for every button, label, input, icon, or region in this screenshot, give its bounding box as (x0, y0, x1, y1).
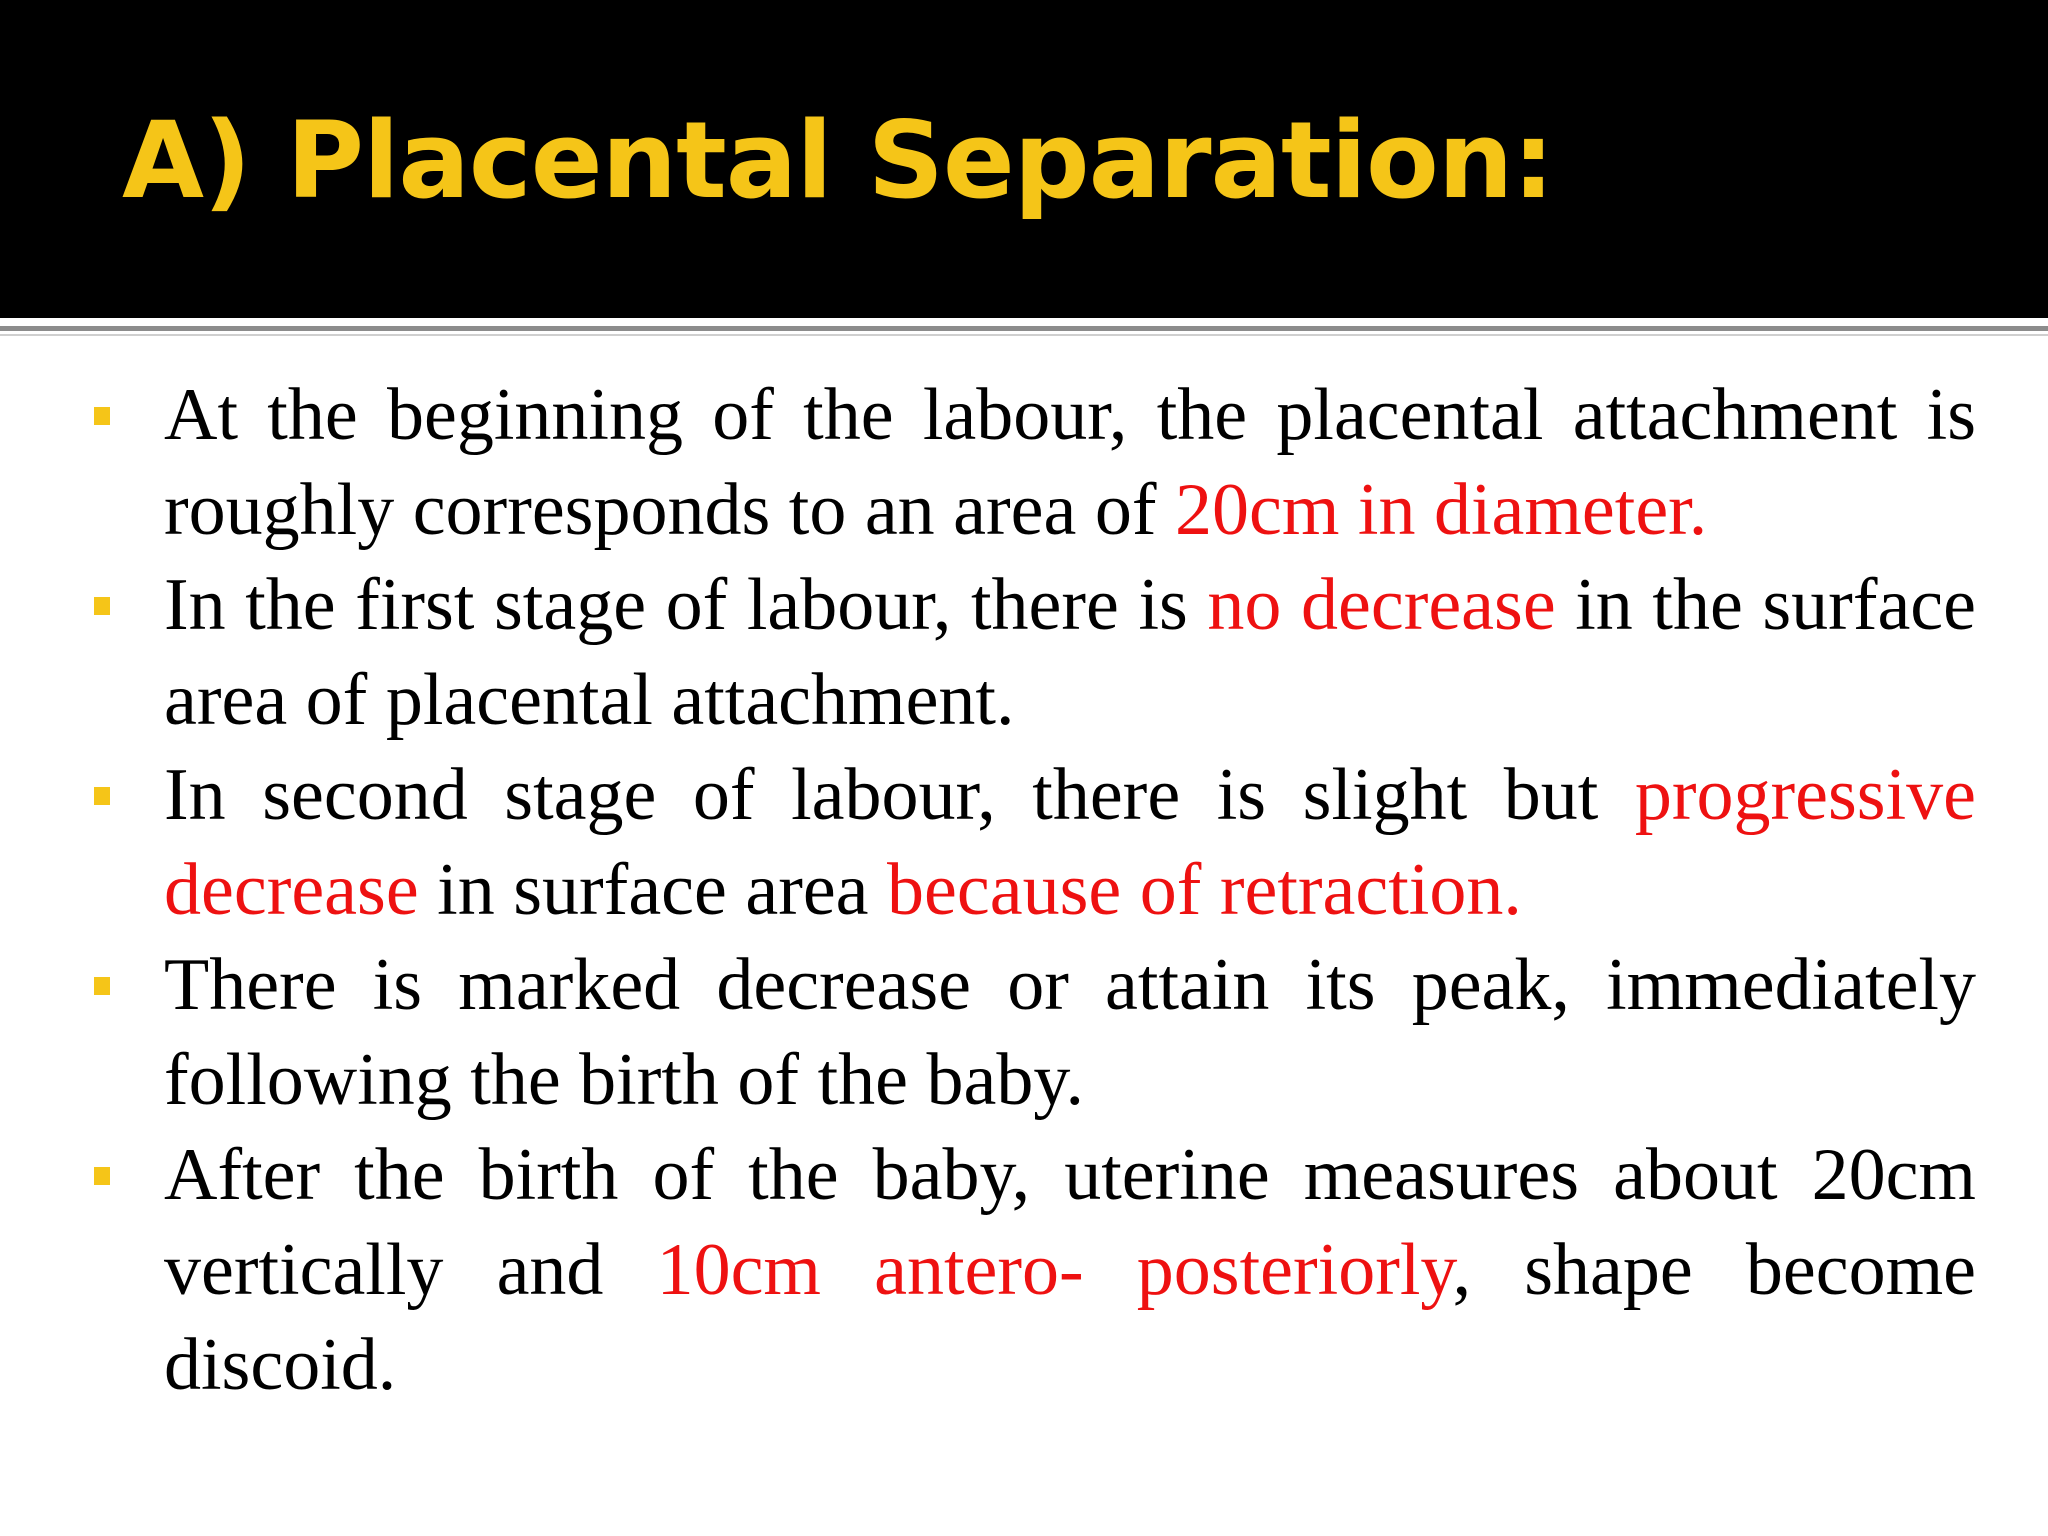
divider-line-light (0, 334, 2048, 336)
highlighted-text: 20cm in diameter. (1175, 469, 1708, 551)
highlighted-text: progressive decrease (164, 754, 1976, 931)
highlighted-text: no decrease (1207, 564, 1556, 646)
bullet-list (94, 368, 1976, 1413)
text-segment: After the birth of the baby, uterine measures about 20cm vertically and (164, 1134, 1976, 1311)
bullet-item (94, 368, 1976, 558)
bullet-text (164, 938, 1976, 1128)
bullet-text (164, 368, 1976, 558)
divider-line (0, 326, 2048, 331)
text-segment: At the beginning of the labour, the placental attachment is roughly corresponds to an area of (164, 374, 1976, 551)
bullet-text (164, 1128, 1976, 1413)
bullet-item (94, 938, 1976, 1128)
square-bullet-icon (94, 407, 110, 425)
bullet-text (164, 748, 1976, 938)
square-bullet-icon (94, 597, 110, 615)
bullet-item (94, 748, 1976, 938)
square-bullet-icon (94, 787, 110, 805)
text-segment: in surface area (418, 849, 888, 931)
text-segment: In the first stage of labour, there is (164, 564, 1208, 646)
slide-title: A) Placental Separation: (122, 99, 1554, 222)
square-bullet-icon (94, 1167, 110, 1185)
text-segment: in the surface area of placental attachment. (164, 564, 1976, 741)
title-bar (0, 0, 2048, 318)
bullet-item (94, 558, 1976, 748)
bullet-text (164, 558, 1976, 748)
text-segment: In second stage of labour, there is slight but (164, 754, 1635, 836)
highlighted-text: because of retraction. (887, 849, 1522, 931)
text-segment: There is marked decrease or attain its peak, immediately following the birth of the baby. (164, 944, 1976, 1121)
square-bullet-icon (94, 977, 110, 995)
highlighted-text: 10cm antero- posteriorly (656, 1229, 1453, 1311)
bullet-item (94, 1128, 1976, 1413)
text-segment: , shape become discoid. (164, 1229, 1976, 1406)
